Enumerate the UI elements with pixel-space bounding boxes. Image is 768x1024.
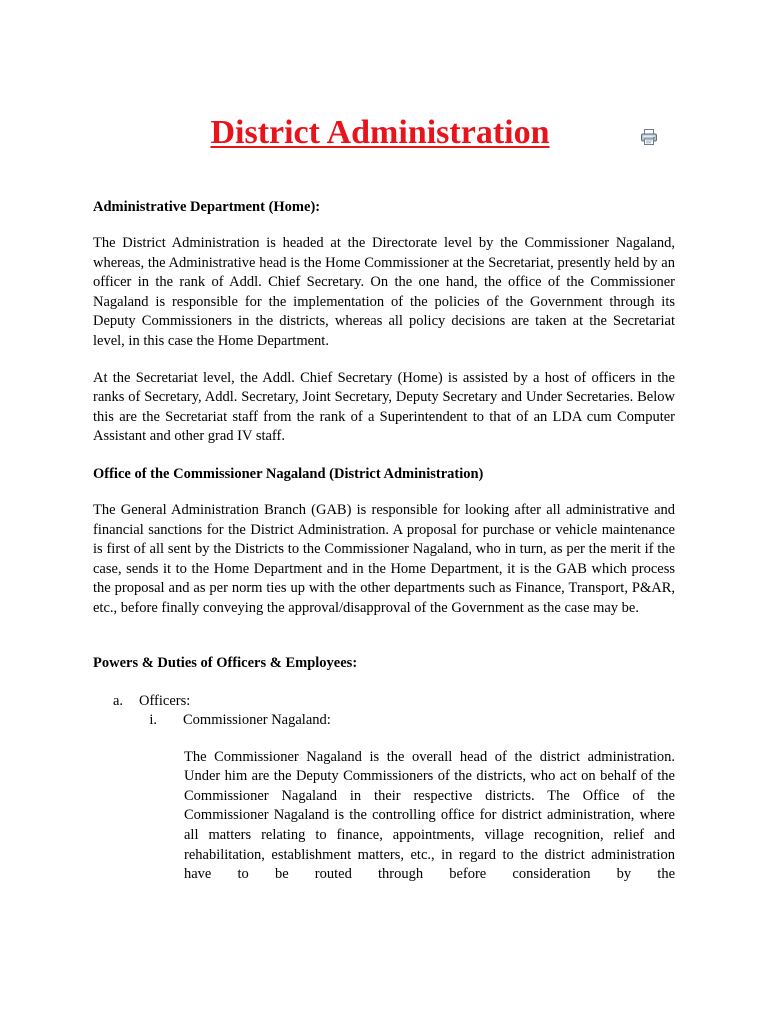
- list-item-commissioner: [93, 711, 675, 731]
- list-marker-a: a.: [113, 692, 124, 709]
- page-title: District Administration: [210, 114, 550, 151]
- paragraph-commissioner-office: The General Administration Branch (GAB) is responsible for looking after all administrative and financial sanctions for the District Administration. A proposal for purchase or vehicle maintenance is first of all sent by the Districts to the Commissioner Nagaland, who in turn, as per the merit if the case, sends it to the Home Department and in the Home Department, it is the GAB which process the proposal and as per norm ties up with the other departments such as Finance, Transport, P&AR, etc., before finally conveying the approval/disapproval of the Government as the case may be.: [93, 501, 675, 616]
- list-label-officers: Officers:: [139, 692, 191, 709]
- title-row: [93, 0, 675, 173]
- list-label-commissioner: Commissioner Nagaland:: [183, 712, 331, 729]
- officers-list: [93, 692, 675, 731]
- list-item-officers: [93, 692, 675, 712]
- section-heading-commissioner-office: Office of the Commissioner Nagaland (District Administration): [93, 465, 484, 482]
- list-marker-i: i.: [149, 712, 157, 729]
- printer-icon[interactable]: [640, 128, 658, 146]
- paragraph-admin-department-1: The District Administration is headed at the Directorate level by the Commissioner Nagaland, whereas, the Administrative head is the Home Commissioner at the Secretariat, presently held by an officer in the rank of Addl. Chief Secretary. On the one hand, the office of the Commissioner Nagaland is responsible for the implementation of the policies of the Government through its Deputy Commissioners in the districts, whereas all policy decisions are taken at the Secretariat level, in this case the Home Department.: [93, 235, 675, 349]
- section-heading-admin-department: Administrative Department (Home):: [93, 199, 321, 215]
- section-heading-powers-duties: Powers & Duties of Officers & Employees:: [93, 654, 358, 671]
- paragraph-admin-department-2: At the Secretariat level, the Addl. Chief Secretary (Home) is assisted by a host of officers in the ranks of Secretary, Addl. Secretary, Joint Secretary, Deputy Secretary and Under Secretaries. Below this are the Secretariat staff from the rank of a Superintendent to that of an LDA cum Computer Assistant and other grad IV staff.: [93, 369, 675, 445]
- paragraph-commissioner-nagaland: The Commissioner Nagaland is the overall head of the district administration. Under him are the Deputy Commissioners of the districts, who act on behalf of the Commissioner Nagaland in their respective districts. The Office of the Commissioner Nagaland is the controlling office for district administration, where all matters relating to finance, appointments, village recognition, relief and rehabilitation, establishment matters, etc., in regard to the district administration have to be routed through before consideration by the: [184, 748, 675, 883]
